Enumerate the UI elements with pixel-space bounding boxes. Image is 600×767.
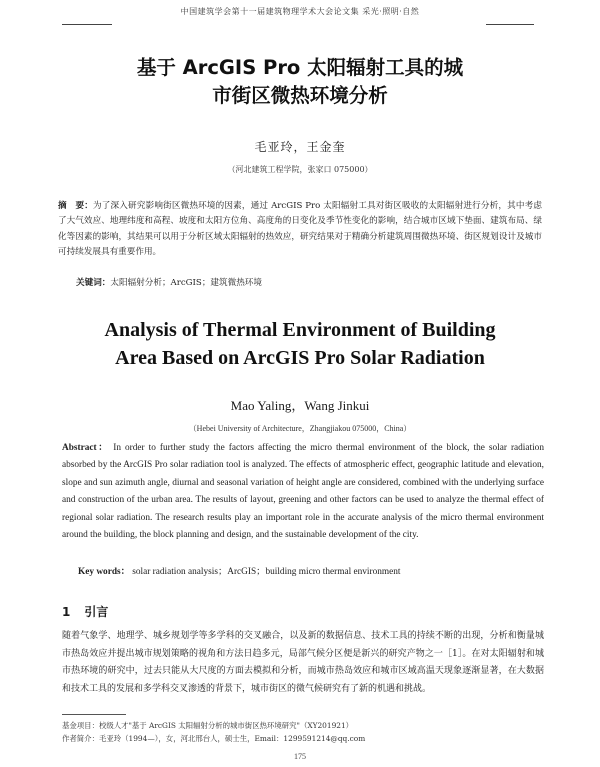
running-header: 中国建筑学会第十一届建筑物理学术大会论文集 采光·照明·自然 <box>180 7 420 16</box>
chinese-authors: 毛亚玲，王金奎 <box>254 140 346 154</box>
footnote-author: 作者简介：毛亚玲（1994—），女，河北邢台人，硕士生，Email：1299591214@qq.com <box>62 734 366 743</box>
footnote-rule <box>62 714 126 715</box>
chinese-title-line-1: 基于 ArcGIS Pro 太阳辐射工具的城 <box>136 56 464 79</box>
chinese-keywords <box>76 276 542 288</box>
header-rule-left <box>62 24 112 25</box>
english-keywords <box>78 563 544 577</box>
chinese-title-line-2: 市街区微热环境分析 <box>212 84 388 107</box>
english-affiliation: （Hebei University of Architecture，Zhangjiakou 075000，China） <box>188 424 412 433</box>
page-number: 175 <box>294 752 306 761</box>
chinese-title <box>0 54 600 110</box>
chinese-affiliation: （河北建筑工程学院，张家口 075000） <box>227 165 373 174</box>
english-keywords-text: solar radiation analysis；ArcGIS；building micro thermal environment <box>132 567 401 577</box>
section-title: 引言 <box>84 605 109 619</box>
section-number: 1 <box>62 605 71 619</box>
chinese-abstract-label: 摘 要： <box>58 201 94 211</box>
english-abstract <box>62 440 544 544</box>
english-title-line-1: Analysis of Thermal Environment of Building <box>104 319 496 341</box>
chinese-keywords-label: 关键词： <box>76 278 111 288</box>
english-keywords-label: Key words： <box>78 567 130 577</box>
section-heading <box>62 603 108 620</box>
chinese-abstract <box>58 199 542 261</box>
header-rule-right <box>486 24 534 25</box>
chinese-abstract-text: 为了深入研究影响街区微热环境的因素，通过 ArcGIS Pro 太阳辐射工具对街区吸收的太阳辐射进行分析，其中考虑了大气效应、地理纬度和高程、坡度和太阳方位角、高度角的日变化及季节性变化的影响，结合城市区域下垫面、建筑布局、绿化等因素的影响，其结果可以用于分析区域太阳辐射的热效应，研究结果对于精确分析建筑周围微热环境、街区规划设计及城市可持续发展具有重要作用。 <box>58 201 542 258</box>
english-abstract-label: Abstract： <box>62 443 110 453</box>
introduction-paragraph: 随着气象学、地理学、城乡规划学等多学科的交叉融合，以及新的数据信息、技术工具的持续不断的出现，分析和衡量城市热岛效应并提出城市规划策略的视角和方法日趋多元，局部气候分区便是新兴的研究产物之一［1］。在对太阳辐射和城市热环境的研究中，过去只能从大尺度的方面去模拟和分析，而城市热岛效应和城市区域高温天现象逐渐显著，在大数据和技术工具的发展和多学科交叉渗透的背景下，城市街区的微气候研究有了新的机遇和挑战。 <box>62 631 544 694</box>
english-title-line-2: Area Based on ArcGIS Pro Solar Radiation <box>115 347 485 369</box>
english-authors: Mao Yaling，Wang Jinkui <box>230 398 370 413</box>
english-abstract-text: In order to further study the factors affecting the micro thermal environment of the block, the solar radiation absorbed by the ArcGIS Pro solar radiation tool is analyzed. The effects of atmospheric effect, geographic latitude and elevation, slope and sun azimuth angle, diurnal and seasonal variation of height angle are considered, combined with the underlying surface and construction of the urban area. The results of layout, greening and other factors can be used to analyze the thermal effect of regional solar radiation. The research results play an important role in the accurate analysis of the micro thermal environment around the building, the block planning and design, and the sustainable development of the city. <box>62 443 544 541</box>
english-title <box>0 316 600 372</box>
chinese-keywords-text: 太阳辐射分析；ArcGIS；建筑微热环境 <box>110 278 262 288</box>
footnote-fund: 基金项目：校级人才"基于 ArcGIS 太阳辐射分析的城市街区热环境研究"（XY201921） <box>62 721 354 730</box>
